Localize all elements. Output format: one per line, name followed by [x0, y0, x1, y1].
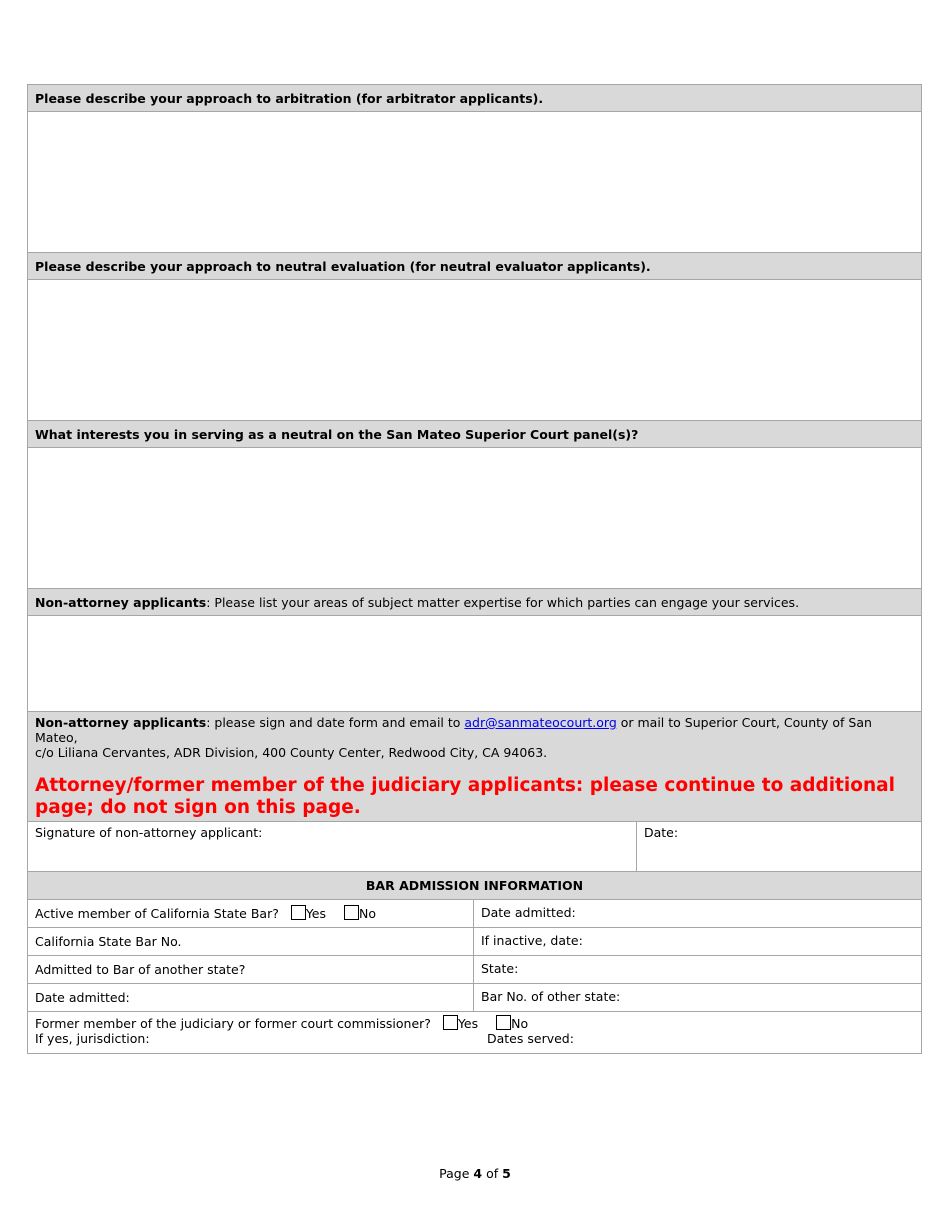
active-member-cell — [28, 900, 474, 927]
arbitration-approach-label: Please describe your approach to arbitration (for arbitrator applicants). — [35, 91, 544, 106]
instructions-text-2: or mail to Superior Court, County of San Mateo, — [35, 715, 872, 745]
other-state-label: Admitted to Bar of another state? — [35, 962, 246, 977]
email-link[interactable]: adr@sanmateocourt.org — [464, 715, 617, 730]
other-state-field[interactable] — [28, 956, 474, 983]
instructions-line-2: c/o Liliana Cervantes, ADR Division, 400 County Center, Redwood City, CA 94063. — [35, 745, 548, 760]
bar-number-label: California State Bar No. — [35, 934, 182, 949]
neutral-evaluation-header — [27, 252, 922, 279]
interest-header — [27, 420, 922, 447]
instructions-line-1 — [35, 715, 914, 745]
interest-label: What interests you in serving as a neutral on the San Mateo Superior Court panel(s)? — [35, 427, 639, 442]
active-member-label: Active member of California State Bar? — [35, 906, 279, 921]
date-admitted-label: Date admitted: — [481, 905, 576, 920]
of-word: of — [486, 1166, 499, 1181]
current-page: 4 — [473, 1166, 483, 1181]
neutral-evaluation-label: Please describe your approach to neutral evaluation (for neutral evaluator applicants). — [35, 259, 651, 274]
active-yes-label: Yes — [305, 906, 327, 921]
bar-number-field[interactable] — [28, 928, 474, 955]
expertise-field[interactable] — [27, 615, 922, 711]
bar-admission-header — [27, 871, 922, 899]
expertise-label: : Please list your areas of subject matter expertise for which parties can engage your services. — [206, 595, 800, 610]
instructions-text-1: : please sign and date form and email to — [206, 715, 465, 730]
judiciary-line — [35, 1015, 914, 1031]
judiciary-no-checkbox[interactable] — [496, 1015, 511, 1030]
other-bar-number-field[interactable] — [474, 984, 921, 1011]
inactive-date-label: If inactive, date: — [481, 933, 583, 948]
jurisdiction-label: If yes, jurisdiction: — [35, 1031, 150, 1046]
signature-date-label: Date: — [644, 825, 679, 840]
inactive-date-field[interactable] — [474, 928, 921, 955]
other-date-admitted-label: Date admitted: — [35, 990, 130, 1005]
signature-date-field[interactable] — [636, 822, 921, 871]
judiciary-no-label: No — [511, 1016, 529, 1031]
judiciary-label: Former member of the judiciary or former court commissioner? — [35, 1016, 431, 1031]
dates-served-label: Dates served: — [487, 1031, 574, 1046]
bar-row-number — [27, 927, 922, 955]
active-no-checkbox[interactable] — [344, 905, 359, 920]
neutral-evaluation-field[interactable] — [27, 279, 922, 420]
judiciary-yes-label: Yes — [457, 1016, 479, 1031]
active-yes-checkbox[interactable] — [291, 905, 306, 920]
expertise-header — [27, 588, 922, 615]
attorney-warning: Attorney/former member of the judiciary applicants: please continue to additional page; do not sign on this page. — [35, 775, 895, 818]
bar-row-other-date — [27, 983, 922, 1011]
bar-admission-title: BAR ADMISSION INFORMATION — [365, 878, 584, 893]
active-no-label: No — [359, 906, 376, 921]
judiciary-yes-checkbox[interactable] — [443, 1015, 458, 1030]
state-field[interactable] — [474, 956, 921, 983]
bar-row-other-state — [27, 955, 922, 983]
page-footer — [0, 1166, 950, 1181]
arbitration-approach-header — [27, 84, 922, 111]
signature-label: Signature of non-attorney applicant: — [35, 825, 263, 840]
other-date-admitted-field[interactable] — [28, 984, 474, 1011]
expertise-bold-label: Non-attorney applicants — [35, 595, 207, 610]
signature-row — [27, 821, 922, 871]
total-pages: 5 — [502, 1166, 511, 1181]
interest-field[interactable] — [27, 447, 922, 588]
date-admitted-field[interactable] — [474, 900, 921, 927]
state-label: State: — [481, 961, 519, 976]
bar-row-active — [27, 899, 922, 927]
judiciary-row — [27, 1011, 922, 1054]
submission-instructions — [27, 711, 922, 821]
arbitration-approach-field[interactable] — [27, 111, 922, 252]
instructions-bold: Non-attorney applicants — [35, 715, 207, 730]
other-bar-number-label: Bar No. of other state: — [481, 989, 621, 1004]
page-word: Page — [439, 1166, 470, 1181]
application-form — [27, 84, 922, 1054]
signature-field[interactable] — [28, 822, 636, 871]
judiciary-detail-line — [35, 1031, 914, 1047]
